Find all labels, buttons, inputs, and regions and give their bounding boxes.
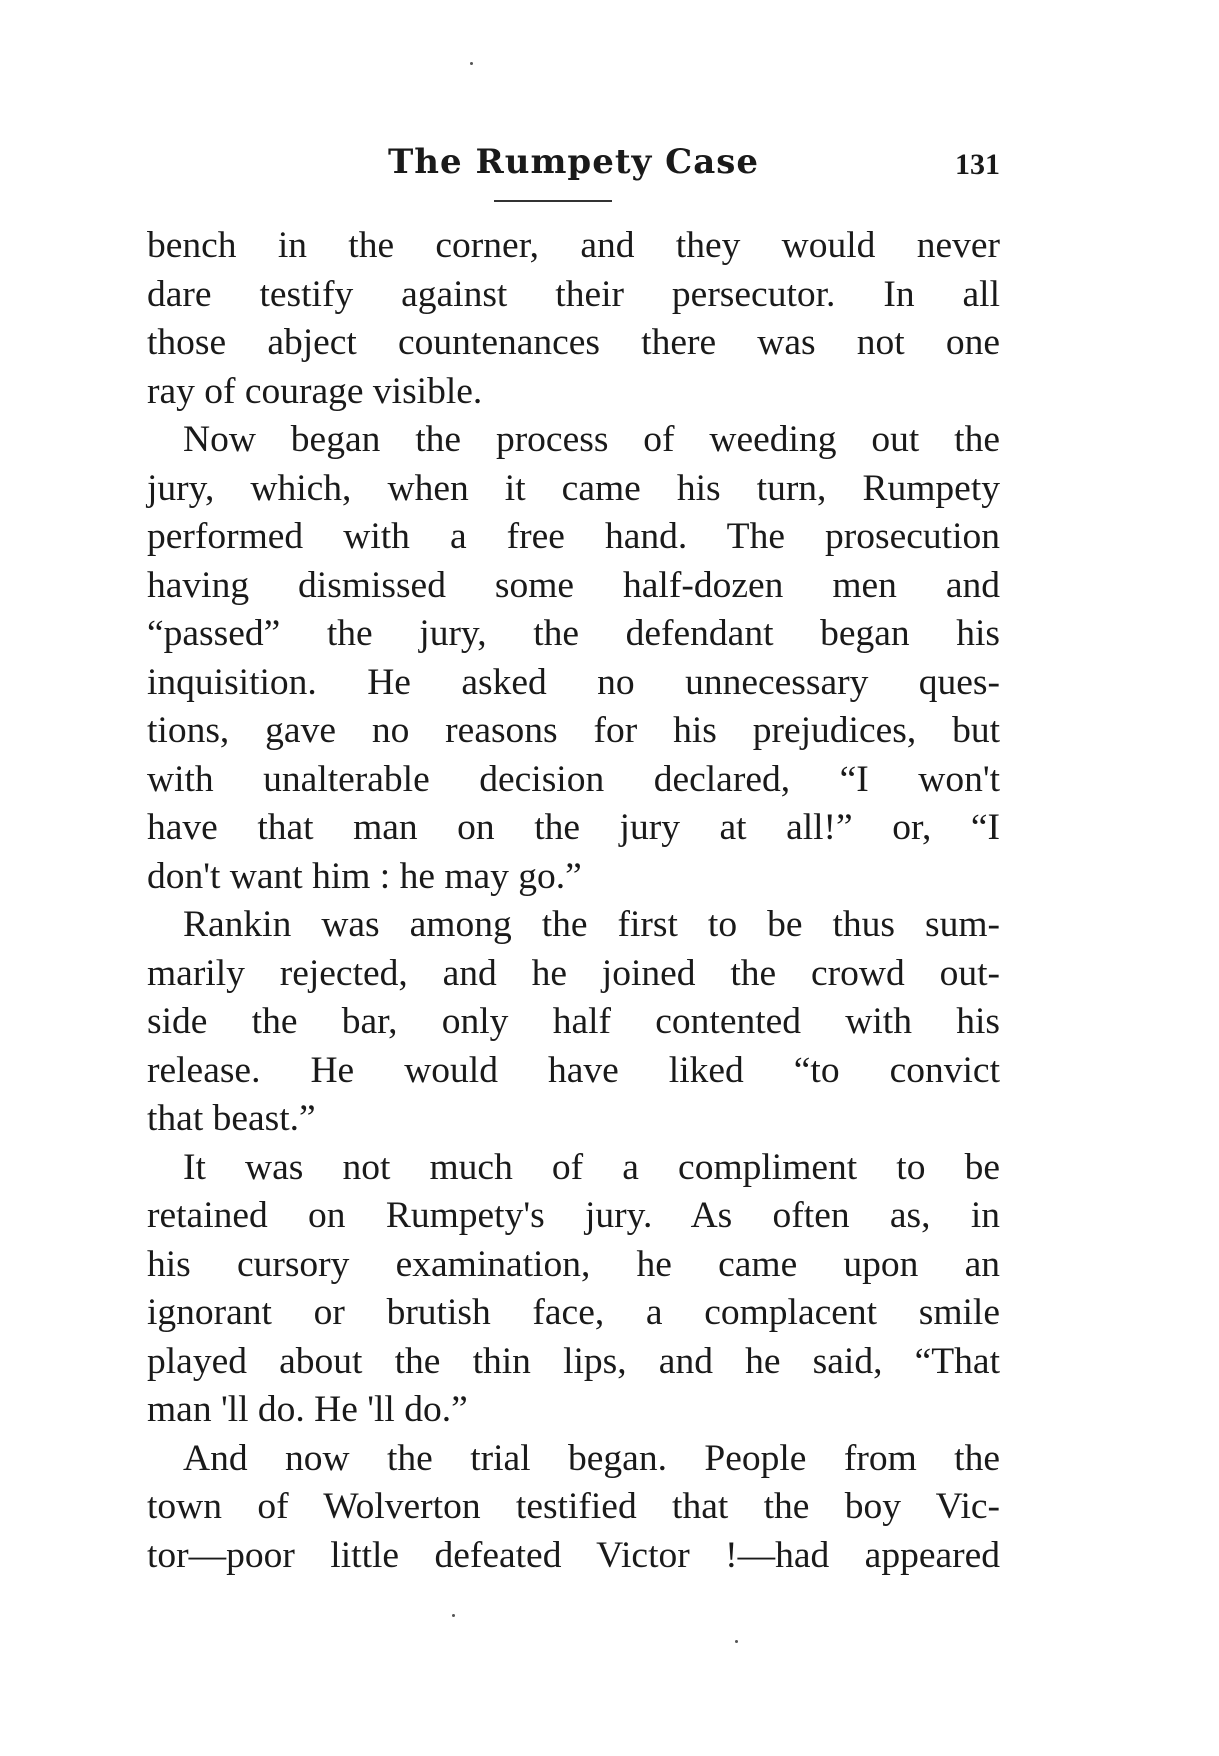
text-line: tions, gave no reasons for his prejudices, but [147,710,1000,751]
text-line: dare testify against their persecutor. In all [147,273,1000,315]
body-text [147,222,1000,1580]
text-line: It was not much of a compliment to be [183,1146,1000,1188]
text-line: his cursory examination, he came upon an [147,1243,1000,1285]
text-line: Rankin was among the first to be thus sum- [183,904,1000,945]
text-line: that beast.” [147,1098,316,1139]
text-line: those abject countenances there was not one [147,322,1000,363]
text-line: Now began the process of weeding out the [183,419,1000,460]
paper-speck [470,62,473,65]
text-line: inquisition. He asked no unnecessary ques- [147,661,1000,703]
paper-speck [735,1640,738,1643]
text-line: side the bar, only half contented with his [147,1001,1000,1042]
text-line: marily rejected, and he joined the crowd out- [147,952,1000,994]
text-line: “passed” the jury, the defendant began his [147,613,1000,654]
page-header [147,122,1000,182]
paragraph [147,222,1000,416]
text-line: retained on Rumpety's jury. As often as, in [147,1195,1000,1236]
text-line: jury, which, when it came his turn, Rumpety [147,467,1000,509]
text-line: with unalterable decision declared, “I won't [147,758,1000,800]
header-rule [494,200,612,202]
text-line: And now the trial began. People from the [183,1437,1000,1479]
text-line: ignorant or brutish face, a complacent smile [147,1292,1000,1333]
text-line: performed with a free hand. The prosecution [147,516,1000,557]
paragraph [147,901,1000,1144]
text-line: man 'll do. He 'll do.” [147,1389,468,1430]
paragraph [147,1435,1000,1581]
paper-speck [452,1614,455,1617]
running-title: The Rumpety Case [387,142,759,182]
text-line: bench in the corner, and they would never [147,225,1000,266]
paragraph [147,1144,1000,1435]
text-line: ray of courage visible. [147,370,483,412]
text-line: tor—poor little defeated Victor !—had appeared [147,1534,1000,1576]
text-line: town of Wolverton testified that the boy Vic- [147,1486,1000,1527]
page-number: 131 [955,148,1000,181]
text-line: played about the thin lips, and he said, “That [147,1340,1000,1382]
text-line: have that man on the jury at all!” or, “I [147,807,1000,848]
text-line: release. He would have liked “to convict [147,1049,1000,1091]
text-line: having dismissed some half-dozen men and [147,564,1000,606]
paragraph [147,416,1000,901]
text-line: don't want him : he may go.” [147,855,582,897]
